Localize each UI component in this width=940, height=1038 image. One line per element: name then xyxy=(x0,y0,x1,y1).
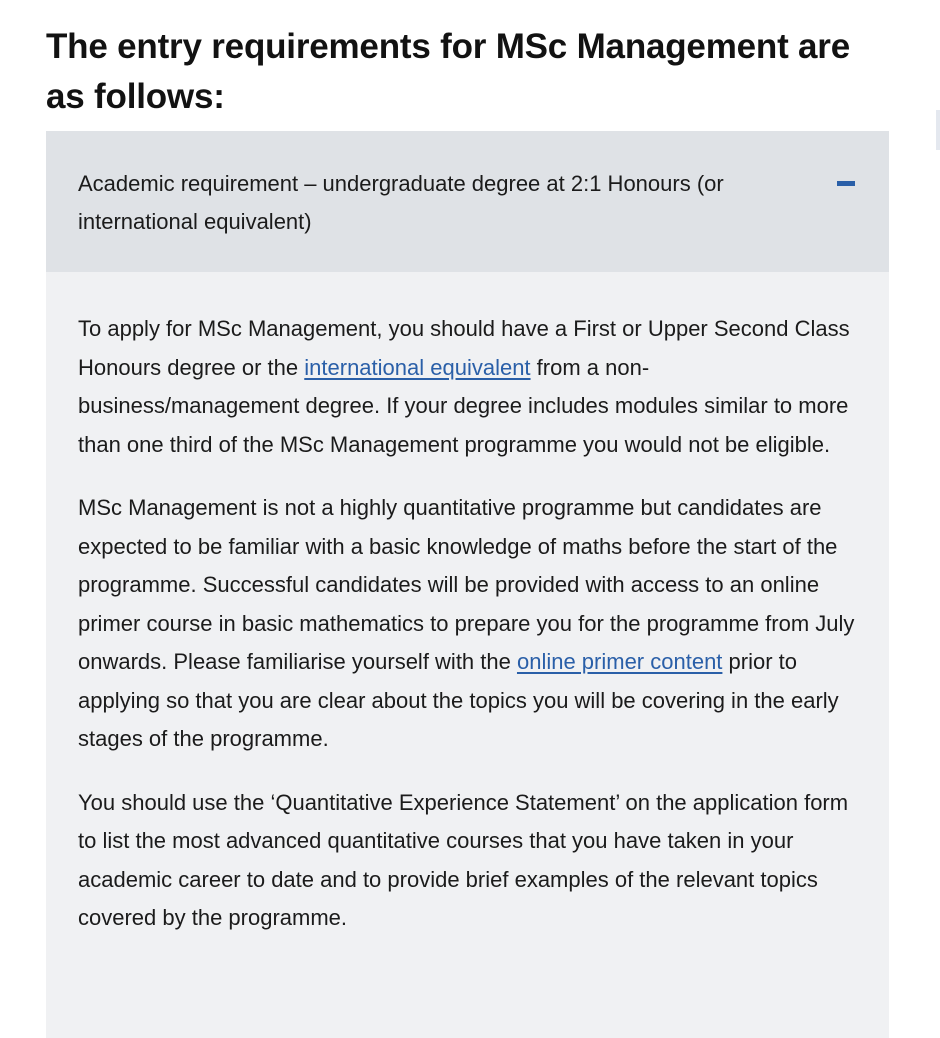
paragraph-text: from a non-business/management degree. If your degree includes modules similar to more than one third of the MSc Management programme you would not be eligible. xyxy=(78,354,849,457)
paragraph-text: MSc Management is not a highly quantitative programme but candidates are expected to be familiar with a basic knowledge of maths before the start of the programme. Successful candidates will be provided with access to an online primer course in basic mathematics to prepare you for the programme from July onwards. Please familiarise yourself with the xyxy=(78,495,855,674)
accordion-header-academic-requirement[interactable] xyxy=(46,131,889,272)
international-equivalent-link[interactable]: international equivalent xyxy=(304,354,531,380)
minus-icon[interactable] xyxy=(837,181,855,186)
accordion-header-label: Academic requirement – undergraduate degree at 2:1 Honours (or international equivalent) xyxy=(78,171,724,234)
page-title: The entry requirements for MSc Management are as follows: xyxy=(46,27,850,116)
paragraph-text: To apply for MSc Management, you should have a First or Upper Second Class Honours degree or the xyxy=(78,316,850,380)
paragraph-quantitative-statement: You should use the ‘Quantitative Experience Statement’ on the application form to list the most advanced quantitative courses that you have taken in your academic career to date and to provide brief examples of the relevant topics covered by the programme. xyxy=(78,789,849,930)
paragraph-degree-requirement xyxy=(78,310,859,464)
scrollbar-edge[interactable] xyxy=(936,110,940,150)
online-primer-content-link[interactable]: online primer content xyxy=(516,649,723,674)
paragraph-text: prior to applying so that you are clear about the topics you will be covering in the early stages of the programme. xyxy=(78,649,839,751)
entry-requirements-accordion xyxy=(46,131,889,1038)
accordion-panel xyxy=(46,272,889,938)
paragraph-maths-knowledge xyxy=(78,489,859,759)
